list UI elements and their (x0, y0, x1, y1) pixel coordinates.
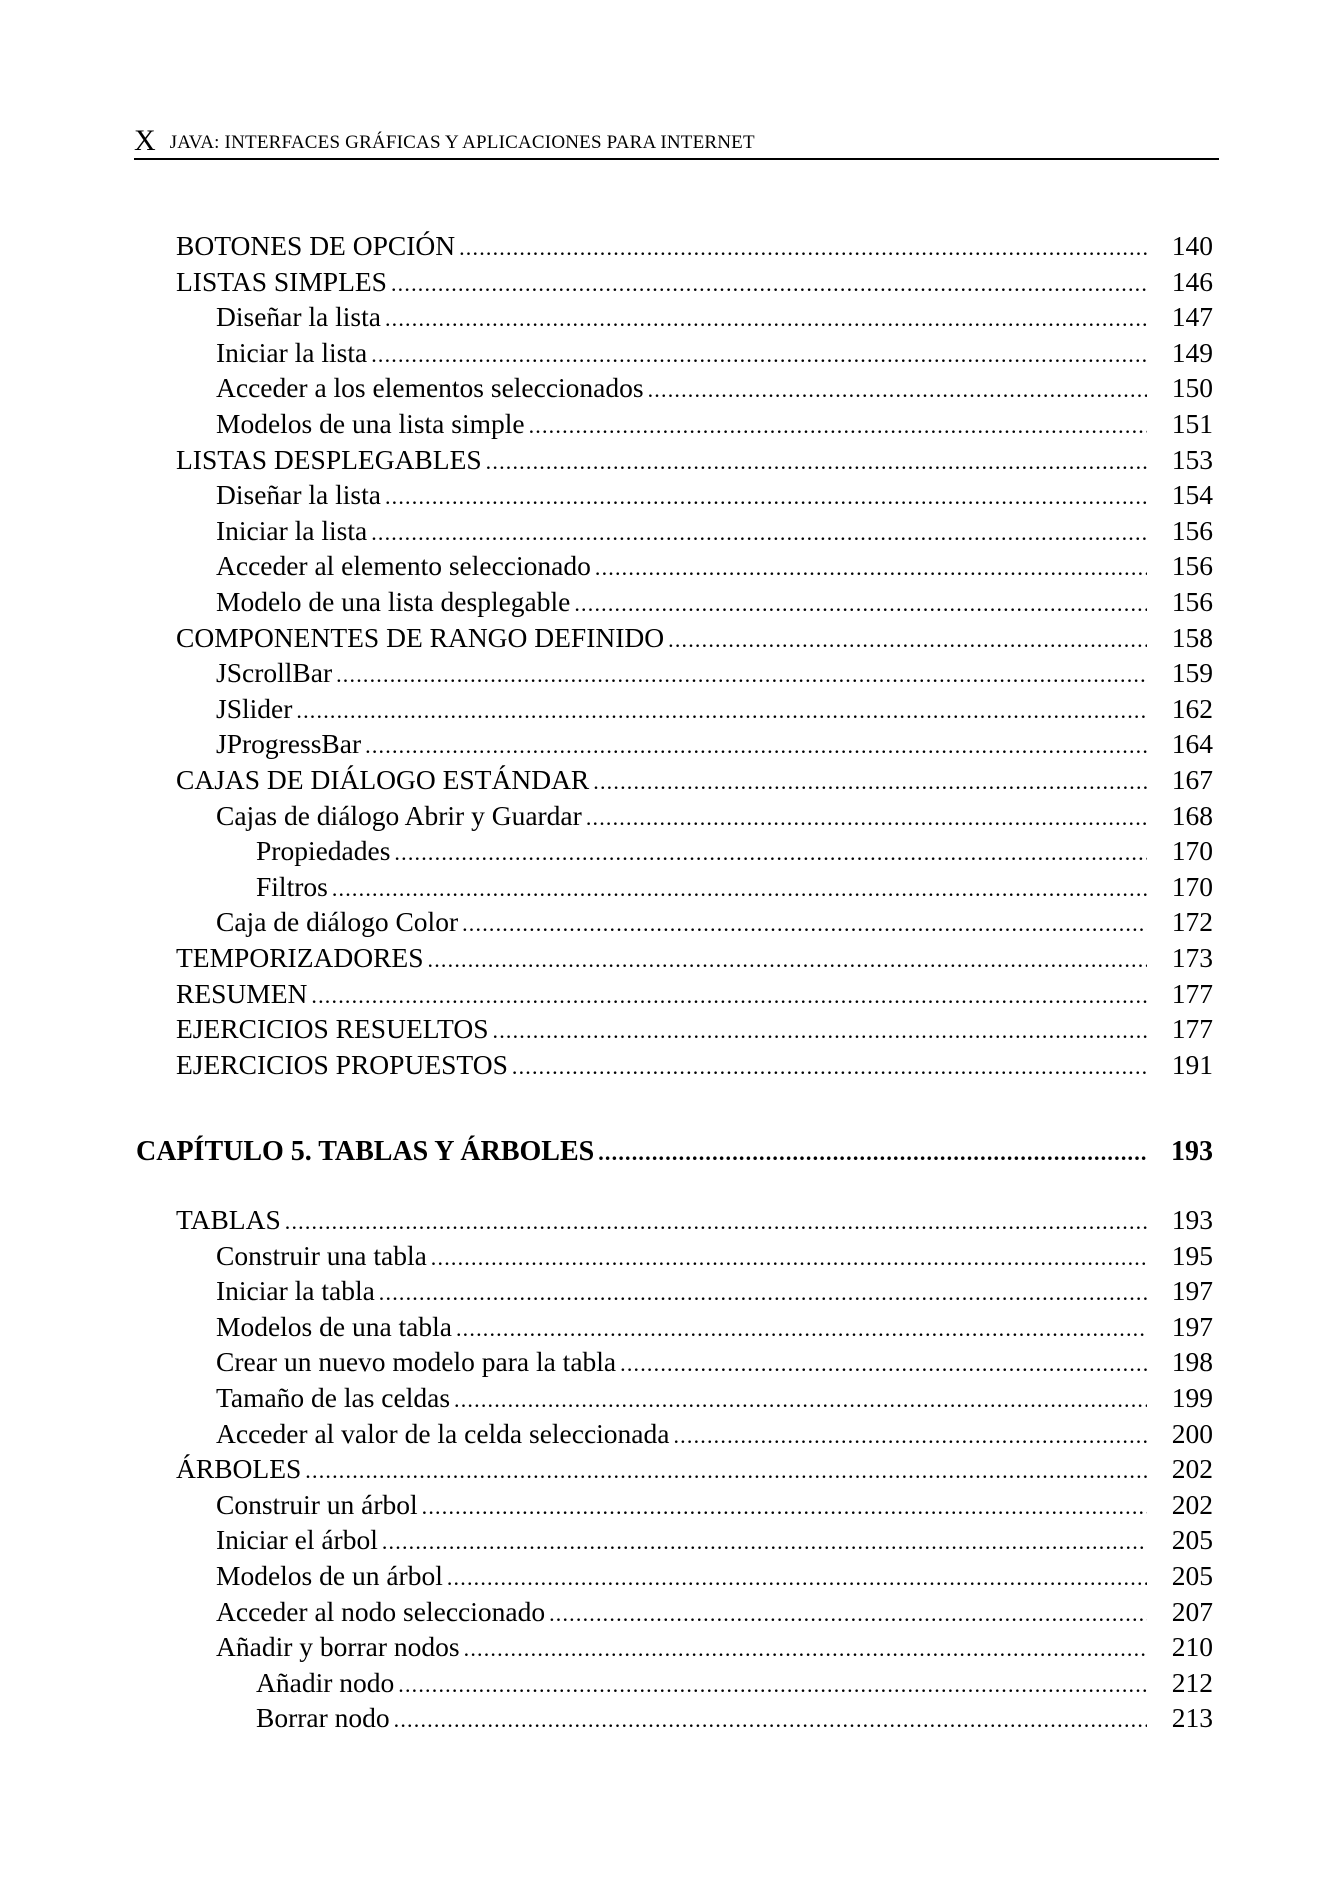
toc-entry (176, 1011, 1213, 1047)
dot-leader (454, 1382, 1147, 1416)
toc-entry-page: 150 (1171, 372, 1213, 403)
toc-entry-page: 167 (1171, 764, 1213, 795)
toc-entry (256, 1700, 1213, 1736)
toc-entry-label: Construir una tabla (216, 1240, 427, 1271)
toc-entry-label: Borrar nodo (256, 1702, 390, 1733)
toc-entry-page: 197 (1171, 1275, 1213, 1306)
dot-leader (296, 693, 1147, 727)
toc-entry-page: 153 (1171, 444, 1213, 475)
dot-leader (648, 372, 1147, 406)
dot-leader (394, 1702, 1147, 1736)
toc-entry (176, 264, 1213, 300)
toc-entry (176, 1451, 1213, 1487)
toc-entry (256, 1665, 1213, 1701)
toc-entry-page: 207 (1171, 1596, 1213, 1627)
toc-entry (216, 406, 1213, 442)
toc-entry (216, 584, 1213, 620)
toc-entry-page: 156 (1171, 586, 1213, 617)
toc-entry-page: 212 (1171, 1667, 1213, 1698)
dot-leader (431, 1240, 1147, 1274)
dot-leader (462, 906, 1147, 940)
toc-entry-label: JScrollBar (216, 657, 333, 688)
toc-entry-page: 205 (1171, 1524, 1213, 1555)
toc-entry (216, 1487, 1213, 1523)
dot-leader (385, 479, 1147, 513)
toc-entry (216, 655, 1213, 691)
toc-entry (216, 726, 1213, 762)
toc-entry (216, 335, 1213, 371)
toc-entry (216, 1558, 1213, 1594)
toc-entry (216, 513, 1213, 549)
dot-leader (668, 622, 1147, 656)
toc-entry (216, 299, 1213, 335)
toc-entry-label: Añadir nodo (256, 1667, 395, 1698)
toc-entry (216, 370, 1213, 406)
toc-entry-page: 159 (1171, 657, 1213, 688)
toc-entry-label: Filtros (256, 871, 328, 902)
toc-entry-label: Acceder al valor de la celda seleccionada (216, 1418, 670, 1449)
toc-entry-label: Cajas de diálogo Abrir y Guardar (216, 800, 582, 831)
toc-entry-label: LISTAS SIMPLES (176, 266, 387, 297)
dot-leader (305, 1453, 1147, 1487)
dot-leader (428, 942, 1147, 976)
toc-entry-page: 149 (1171, 337, 1213, 368)
toc-entry-page: 156 (1171, 515, 1213, 546)
dot-leader (493, 1013, 1148, 1047)
toc-entry-page: 198 (1171, 1346, 1213, 1377)
dot-leader (512, 1049, 1147, 1083)
toc-entry-page: 205 (1171, 1560, 1213, 1591)
toc-entry (216, 1380, 1213, 1416)
dot-leader (593, 764, 1147, 798)
book-title: JAVA: INTERFACES GRÁFICAS Y APLICACIONES PARA INTERNET (169, 132, 755, 153)
toc-entry-page: 202 (1171, 1489, 1213, 1520)
toc-entry-page: 177 (1171, 1013, 1213, 1044)
dot-leader (464, 1631, 1147, 1665)
toc-entry-label: EJERCICIOS PROPUESTOS (176, 1049, 508, 1080)
toc-entry-page: 195 (1171, 1240, 1213, 1271)
toc-entry-label: Caja de diálogo Color (216, 906, 459, 937)
toc-entry (216, 1522, 1213, 1558)
toc-entry-page: 200 (1171, 1418, 1213, 1449)
toc-entry-label: ÁRBOLES (176, 1453, 302, 1484)
toc-entry (216, 1416, 1213, 1452)
toc-entry-label: Acceder a los elementos seleccionados (216, 372, 644, 403)
toc-entry-page: 146 (1171, 266, 1213, 297)
toc-entry (176, 1202, 1213, 1238)
running-header (134, 124, 1219, 160)
toc-entry-page: 191 (1171, 1049, 1213, 1080)
dot-leader (365, 728, 1147, 762)
toc-entry-page: 158 (1171, 622, 1213, 653)
toc-entry-label: JProgressBar (216, 728, 362, 759)
toc-entry-label: Propiedades (256, 835, 391, 866)
page-number-roman: X (134, 124, 156, 157)
toc-entry (256, 869, 1213, 905)
dot-leader (529, 408, 1147, 442)
toc-entry-label: COMPONENTES DE RANGO DEFINIDO (176, 622, 665, 653)
dot-leader (311, 978, 1147, 1012)
toc-entry (176, 976, 1213, 1012)
dot-leader (456, 1311, 1147, 1345)
dot-leader (574, 586, 1147, 620)
dot-leader (391, 266, 1147, 300)
dot-leader (332, 871, 1147, 905)
toc-entry-label: RESUMEN (176, 978, 308, 1009)
toc-entry-page: 210 (1171, 1631, 1213, 1662)
toc-entry-page: 199 (1171, 1382, 1213, 1413)
toc-entry-page: 162 (1171, 693, 1213, 724)
toc-entry-label: Iniciar la tabla (216, 1275, 375, 1306)
toc-entry (216, 798, 1213, 834)
toc-entry-label: TEMPORIZADORES (176, 942, 424, 973)
dot-leader (673, 1418, 1147, 1452)
dot-leader (586, 800, 1147, 834)
toc-entry-page: 140 (1171, 230, 1213, 261)
toc-entry-page: 193 (1171, 1204, 1213, 1235)
toc-entry-label: Diseñar la lista (216, 479, 381, 510)
toc-entry-label: EJERCICIOS RESUELTOS (176, 1013, 489, 1044)
dot-leader (285, 1204, 1147, 1238)
toc-entry (176, 442, 1213, 478)
toc-entry (216, 1629, 1213, 1665)
dot-leader (379, 1275, 1147, 1309)
toc-entry-label: Modelo de una lista desplegable (216, 586, 571, 617)
toc-entry-page: 172 (1171, 906, 1213, 937)
dot-leader (371, 337, 1147, 371)
toc-entry-page: 213 (1171, 1702, 1213, 1733)
toc-entry-label: Añadir y borrar nodos (216, 1631, 460, 1662)
toc-entry-page: 177 (1171, 978, 1213, 1009)
toc-entry (216, 1344, 1213, 1380)
toc-entry (176, 762, 1213, 798)
toc-entry (216, 691, 1213, 727)
toc-entry-page: 147 (1171, 301, 1213, 332)
toc-entry-label: CAPÍTULO 5. TABLAS Y ÁRBOLES (136, 1136, 595, 1167)
toc-entry-page: 202 (1171, 1453, 1213, 1484)
toc-entry-label: Modelos de una lista simple (216, 408, 525, 439)
toc-entry (176, 228, 1213, 264)
toc-entry-page: 197 (1171, 1311, 1213, 1342)
toc-entry-label: BOTONES DE OPCIÓN (176, 230, 456, 261)
toc-entry (176, 1047, 1213, 1083)
toc-entry-label: LISTAS DESPLEGABLES (176, 444, 482, 475)
toc-entry-label: Construir un árbol (216, 1489, 418, 1520)
toc-entry-page: 170 (1171, 835, 1213, 866)
toc-entry-page: 173 (1171, 942, 1213, 973)
toc-entry-label: Modelos de un árbol (216, 1560, 443, 1591)
dot-leader (394, 835, 1147, 869)
dot-leader (447, 1560, 1147, 1594)
toc-entry-label: TABLAS (176, 1204, 281, 1235)
toc-entry-page: 151 (1171, 408, 1213, 439)
toc-entry (216, 904, 1213, 940)
toc-chapter-entry (136, 1134, 1213, 1170)
toc-entry-label: Iniciar la lista (216, 337, 368, 368)
toc-entry-label: Iniciar el árbol (216, 1524, 378, 1555)
dot-leader (398, 1667, 1147, 1701)
dot-leader (486, 444, 1147, 478)
dot-leader (422, 1489, 1147, 1523)
dot-leader (459, 230, 1147, 264)
toc-entry-label: Iniciar la lista (216, 515, 368, 546)
toc-entry-label: Modelos de una tabla (216, 1311, 452, 1342)
toc-entry-page: 168 (1171, 800, 1213, 831)
toc-entry-label: Acceder al nodo seleccionado (216, 1596, 546, 1627)
toc-entry (216, 477, 1213, 513)
dot-leader (371, 515, 1147, 549)
toc-entry (216, 1273, 1213, 1309)
toc-entry-label: CAJAS DE DIÁLOGO ESTÁNDAR (176, 764, 590, 795)
toc-entry-label: Tamaño de las celdas (216, 1382, 451, 1413)
toc-entry-label: Diseñar la lista (216, 301, 381, 332)
toc-entry-page: 154 (1171, 479, 1213, 510)
toc-entry (256, 833, 1213, 869)
dot-leader (549, 1596, 1147, 1630)
dot-leader (382, 1524, 1147, 1558)
dot-leader (385, 301, 1147, 335)
dot-leader (598, 1135, 1147, 1170)
toc-entry-page: 156 (1171, 550, 1213, 581)
dot-leader (336, 657, 1147, 691)
toc-entry-page: 170 (1171, 871, 1213, 902)
toc-entry-page: 164 (1171, 728, 1213, 759)
toc-entry (216, 548, 1213, 584)
dot-leader (595, 550, 1147, 584)
toc-entry (216, 1238, 1213, 1274)
toc-entry (176, 940, 1213, 976)
dot-leader (620, 1346, 1147, 1380)
toc-entry-label: Crear un nuevo modelo para la tabla (216, 1346, 617, 1377)
toc-entry (176, 620, 1213, 656)
toc-entry-label: Acceder al elemento seleccionado (216, 550, 591, 581)
toc-entry-page: 193 (1171, 1136, 1213, 1167)
toc-entry-label: JSlider (216, 693, 293, 724)
toc-entry (216, 1594, 1213, 1630)
toc-entry (216, 1309, 1213, 1345)
